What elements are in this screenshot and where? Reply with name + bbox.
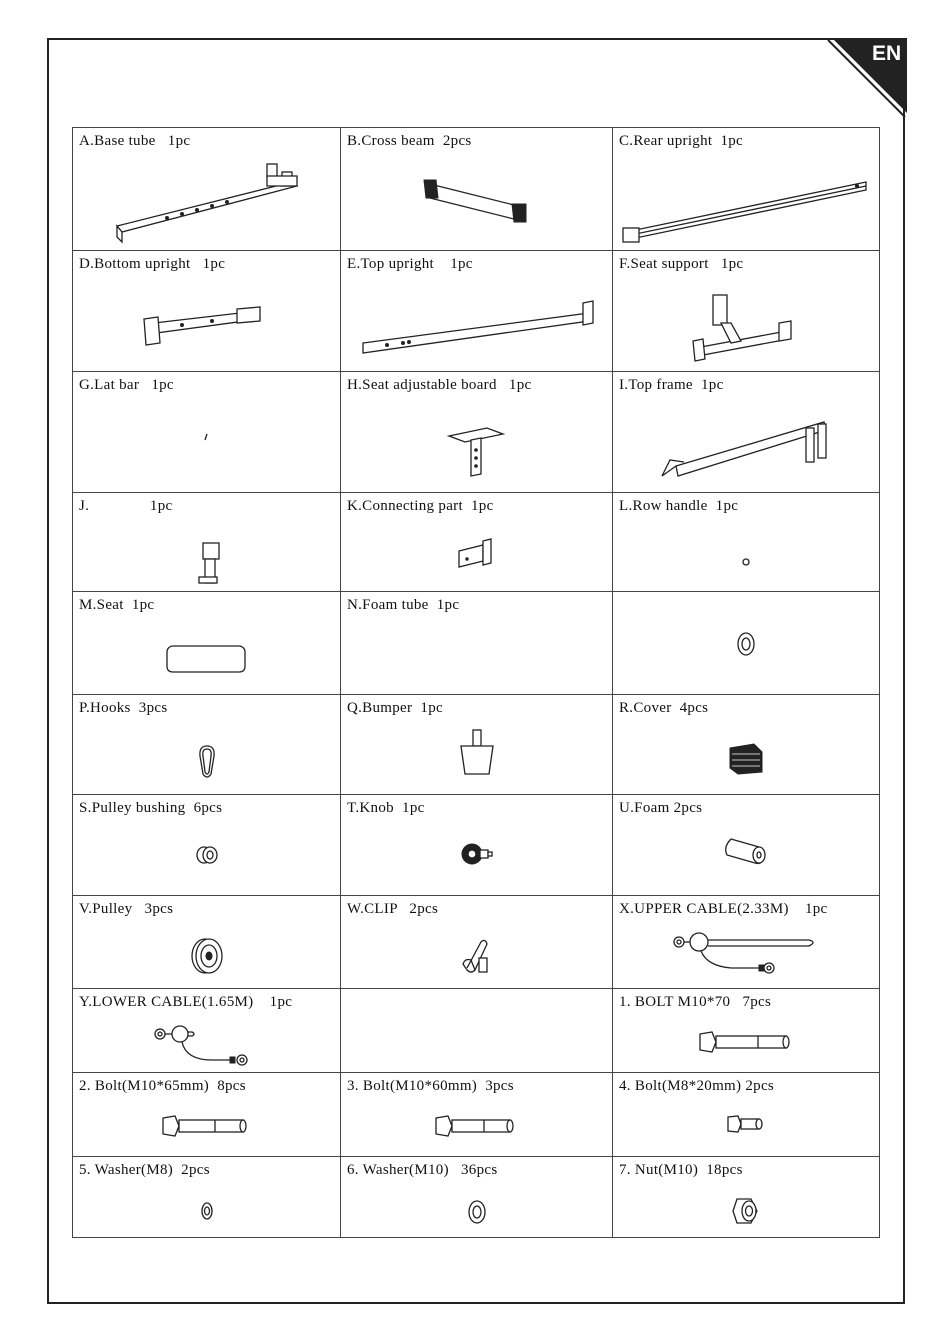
part-cell-l [613, 493, 880, 592]
seat-illustration [73, 642, 340, 676]
part-label: S.Pulley bushing 6pcs [79, 800, 223, 816]
part-cell-2 [73, 1073, 341, 1157]
part-label: P.Hooks 3pcs [79, 700, 168, 716]
pulley-illustration [73, 936, 340, 976]
part-cell-6 [341, 1157, 613, 1238]
part-cell-y [73, 989, 341, 1073]
part-cell-c [613, 128, 880, 251]
part-label: B.Cross beam 2pcs [347, 133, 472, 149]
upper-cable-illustration [613, 932, 879, 976]
part-cell-h [341, 372, 613, 493]
part-label: 4. Bolt(M8*20mm) 2pcs [619, 1078, 775, 1094]
part-label: L.Row handle 1pc [619, 498, 739, 514]
part-label: G.Lat bar 1pc [79, 377, 174, 393]
cross-beam-illustration [341, 176, 612, 226]
part-cell-u [613, 795, 880, 896]
part-label: I.Top frame 1pc [619, 377, 724, 393]
part-cell-g [73, 372, 341, 493]
seat-support-illustration [613, 293, 879, 363]
top-frame-illustration [613, 414, 879, 484]
bolt-m10x60-illustration [341, 1114, 612, 1138]
row-handle-illustration [613, 549, 879, 575]
part-cell-1 [613, 989, 880, 1073]
part-label: V.Pulley 3pcs [79, 901, 174, 917]
part-cell-q [341, 695, 613, 795]
part-cell-a [73, 128, 341, 251]
lat-bar-illustration [73, 418, 340, 484]
part-label: N.Foam tube 1pc [347, 597, 460, 613]
cover-illustration [613, 742, 879, 776]
washer-illustration [613, 630, 879, 658]
bolt-m10x70-illustration [613, 1030, 879, 1054]
bolt-m8x20-illustration [613, 1114, 879, 1134]
part-cell-e [341, 251, 613, 372]
part-cell-5 [73, 1157, 341, 1238]
bolt-m10x65-illustration [73, 1114, 340, 1138]
part-label: D.Bottom upright 1pc [79, 256, 226, 272]
part-cell-x [613, 896, 880, 989]
knob-icon [341, 841, 612, 867]
part-cell-i [613, 372, 880, 493]
part-cell-v [73, 896, 341, 989]
part-label: 3. Bolt(M10*60mm) 3pcs [347, 1078, 514, 1094]
part-label: F.Seat support 1pc [619, 256, 744, 272]
connecting-part-illustration [341, 539, 612, 569]
part-cell-d [73, 251, 341, 372]
part-label: E.Top upright 1pc [347, 256, 473, 272]
washer-m10-illustration [341, 1199, 612, 1225]
part-label: W.CLIP 2pcs [347, 901, 439, 917]
part-cell-s [73, 795, 341, 896]
part-cell-n [341, 592, 613, 695]
part-label: T.Knob 1pc [347, 800, 425, 816]
part-label: 6. Washer(M10) 36pcs [347, 1162, 498, 1178]
part-cell-3 [341, 1073, 613, 1157]
part-label: M.Seat 1pc [79, 597, 155, 613]
clip-icon [341, 938, 612, 974]
part-label: Y.LOWER CABLE(1.65M) 1pc [79, 994, 293, 1010]
part-cell-r [613, 695, 880, 795]
part-label: 1. BOLT M10*70 7pcs [619, 994, 772, 1010]
part-cell-b [341, 128, 613, 251]
part-label: H.Seat adjustable board 1pc [347, 377, 532, 393]
part-label: A.Base tube 1pc [79, 133, 191, 149]
parts-list-table [72, 127, 880, 1238]
seat-adjustable-board-illustration [341, 426, 612, 476]
hook-icon [73, 744, 340, 780]
part-label: 2. Bolt(M10*65mm) 8pcs [79, 1078, 246, 1094]
part-cell-m [73, 592, 341, 695]
foam-illustration [613, 837, 879, 867]
rear-upright-illustration [613, 176, 879, 246]
bumper-illustration [341, 728, 612, 778]
part-cell-j [73, 493, 341, 592]
part-cell-7 [613, 1157, 880, 1238]
part-label: R.Cover 4pcs [619, 700, 709, 716]
nut-m10-illustration [613, 1197, 879, 1225]
pulley-bushing-illustration [73, 845, 340, 865]
part-label: Q.Bumper 1pc [347, 700, 443, 716]
part-label: 5. Washer(M8) 2pcs [79, 1162, 210, 1178]
part-label: C.Rear upright 1pc [619, 133, 744, 149]
part-cell-empty [341, 989, 613, 1073]
top-upright-illustration [341, 301, 612, 361]
part-cell-k [341, 493, 613, 592]
part-label: J. 1pc [79, 498, 173, 514]
part-label: X.UPPER CABLE(2.33M) 1pc [619, 901, 828, 917]
part-label: 7. Nut(M10) 18pcs [619, 1162, 743, 1178]
part-cell-w [341, 896, 613, 989]
part-cell-t [341, 795, 613, 896]
foam-tube-illustration [341, 646, 612, 672]
part-label: K.Connecting part 1pc [347, 498, 494, 514]
part-cell-o [613, 592, 880, 695]
part-label: U.Foam 2pcs [619, 800, 703, 816]
washer-m8-illustration [73, 1201, 340, 1221]
part-cell-4 [613, 1073, 880, 1157]
part-cell-p [73, 695, 341, 795]
part-cell-f [613, 251, 880, 372]
bottom-upright-illustration [73, 303, 340, 349]
lower-cable-illustration [73, 1026, 340, 1068]
part-j-illustration [73, 541, 340, 585]
base-tube-illustration [73, 162, 340, 246]
language-badge: EN [872, 42, 902, 65]
